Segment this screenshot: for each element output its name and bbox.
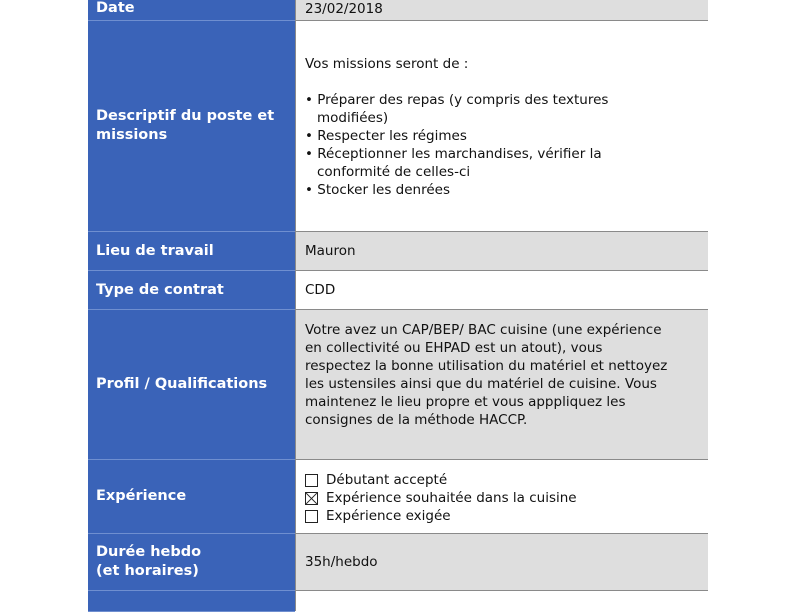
row-date [88,0,708,21]
profil-line: consignes de la méthode HACCP. [305,412,528,428]
duree-label-line: Durée hebdo [96,544,202,560]
option-label: Expérience exigée [326,508,451,524]
checkbox-checked-icon[interactable] [305,492,318,505]
option-souhaitee[interactable] [305,489,577,507]
mission-line: • Préparer des repas (y compris des textures [305,92,609,108]
row-duree [88,534,708,591]
mission-line: modifiées) [317,110,389,126]
next-value [295,591,708,611]
mission-line: • Stocker les denrées [305,182,450,198]
option-exigee[interactable] [305,507,577,525]
profil-value [295,310,708,459]
date-value: 23/02/2018 [295,0,708,20]
profil-line: respectez la bonne utilisation du matériel et nettoyez [305,358,668,374]
option-debutant[interactable] [305,471,577,489]
lieu-label: Lieu de travail [88,232,295,271]
row-descriptif [88,21,708,232]
row-experience [88,460,708,534]
mission-line: • Respecter les régimes [305,128,467,144]
option-label: Expérience souhaitée dans la cuisine [326,490,577,506]
lieu-value: Mauron [295,232,708,270]
descriptif-value [295,21,708,231]
missions-intro: Vos missions seront de : [305,56,469,72]
date-label: Date [88,0,295,21]
next-label [88,591,295,612]
contrat-label: Type de contrat [88,271,295,310]
duree-value: 35h/hebdo [295,534,708,590]
contrat-value: CDD [295,271,708,309]
duree-label [88,534,295,591]
job-offer-table [88,0,708,600]
profil-line: les ustensiles ainsi que du matériel de cuisine. Vous [305,376,657,392]
row-profil [88,310,708,460]
experience-label: Expérience [88,460,295,534]
mission-line: • Réceptionner les marchandises, vérifier la [305,146,602,162]
checkbox-icon[interactable] [305,474,318,487]
row-lieu [88,232,708,271]
checkbox-icon[interactable] [305,510,318,523]
mission-line: conformité de celles-ci [317,164,471,180]
option-label: Débutant accepté [326,472,448,488]
profil-line: Votre avez un CAP/BEP/ BAC cuisine (une expérience [305,322,662,338]
duree-label-line: (et horaires) [96,563,199,579]
profil-line: en collectivité ou EHPAD est un atout), vous [305,340,603,356]
row-contrat [88,271,708,310]
profil-label: Profil / Qualifications [88,310,295,460]
experience-value [295,460,708,533]
row-next-partial [88,591,708,611]
profil-line: maintenez le lieu propre et vous apppliquez les [305,394,626,410]
descriptif-label: Descriptif du poste et missions [88,21,295,232]
